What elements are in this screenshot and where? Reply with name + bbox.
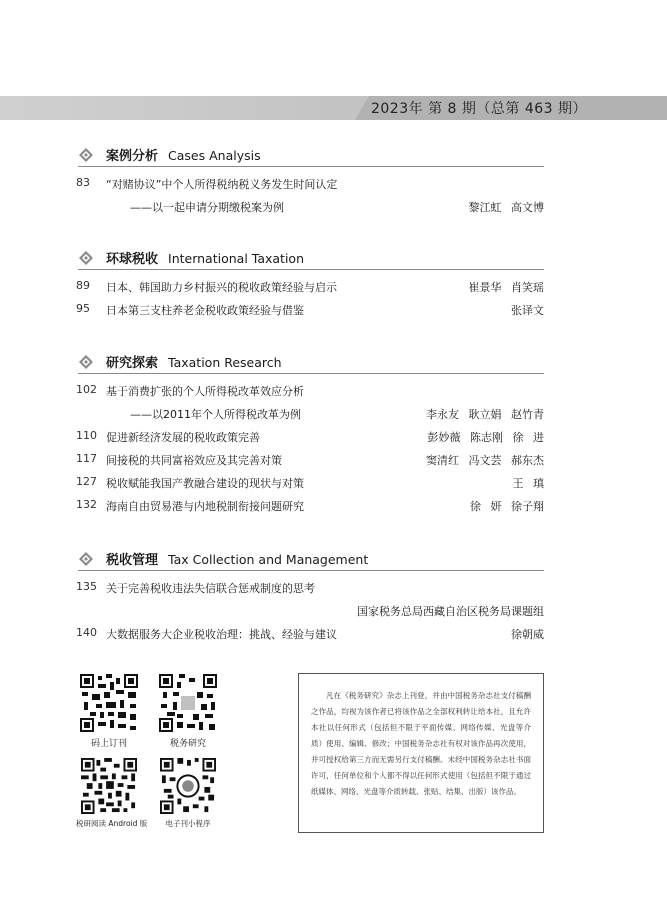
toc-entry[interactable] [78,275,544,298]
toc-entry[interactable] [78,425,544,448]
toc-entry[interactable] [78,298,544,321]
diamond-icon [78,551,94,567]
article-title: “对赌协议”中个人所得税纳税义务发生时间认定 [106,178,338,191]
diamond-icon [78,250,94,266]
page-number: 127 [76,475,97,488]
page-number: 110 [76,429,97,442]
copyright-notice: 凡在《税务研究》杂志上刊登，并由中国税务杂志社支付稿酬之作品，均视为该作者已将该作品之全部权利转让给本社，且允许本社以任何形式（包括但不限于平面传媒、网络传媒、光盘等介质）使用、编辑、修改；中国税务杂志社有权对该作品再次使用，并可授权给第三方而无需另行支付稿酬。未经中国税务杂志社书面许可，任何单位和个人都不得以任何形式使用（包括但不限于通过纸媒体、网络、光盘等介质转载、张贴、结集、出版）该作品。 [298,673,544,833]
qr-label: 税研阅读 Android 版 [76,819,148,828]
toc-entry[interactable] [78,402,544,425]
qr-mini-program[interactable] [156,758,220,829]
section-title: 案例分析 Cases Analysis [106,148,261,164]
qr-label: 码上订刊 [90,739,127,749]
page-number: 135 [76,580,97,593]
article-title: 大数据服务大企业税收治理：挑战、经验与建议 [106,628,337,641]
article-title: 关于完善税收违法失信联合惩戒制度的思考 [106,582,315,595]
toc-entry[interactable] [78,379,544,402]
article-title: 税收赋能我国产教融合建设的现状与对策 [106,477,304,490]
toc-entry[interactable] [78,471,544,494]
article-author: 李永友 耿立娟 赵竹青 [426,408,544,421]
article-title: 海南自由贸易港与内地税制衔接问题研究 [106,500,304,513]
section-title: 研究探索 Taxation Research [106,355,282,371]
article-author: 崔景华 肖笑瑶 [468,281,544,294]
qr-code-icon [160,758,216,814]
page-number: 117 [76,452,97,465]
article-title: 日本、韩国助力乡村振兴的税收政策经验与启示 [106,281,337,294]
qr-code-icon [159,674,217,732]
page-number: 102 [76,383,97,396]
article-title: 间接税的共同富裕效应及其完善对策 [106,454,282,467]
section-cases-analysis [78,144,544,218]
article-author: 徐 妍 徐子翔 [470,500,544,513]
page-number: 140 [76,626,97,639]
article-title: 促进新经济发展的税收政策完善 [106,431,260,444]
qr-code-icon [80,674,138,732]
article-author: 徐朝威 [511,628,544,641]
article-author: 窦清红 冯文芸 郝东杰 [426,454,544,467]
section-title: 税收管理 Tax Collection and Management [106,552,369,568]
qr-label: 税务研究 [169,739,206,749]
qr-code-icon [81,758,137,814]
article-author: 彭妙薇 陈志刚 徐 进 [427,431,544,444]
article-author: 王 瑱 [512,477,544,490]
toc-entry[interactable] [78,172,544,195]
diamond-icon [78,354,94,370]
page-number: 95 [76,302,90,315]
toc-entry[interactable] [78,599,544,622]
article-author: 黎江虹 高文博 [468,201,544,214]
article-title: 日本第三支柱养老金税收政策经验与借鉴 [106,304,304,317]
article-author: 国家税务总局西藏自治区税务局课题组 [357,605,544,618]
page-number: 89 [76,279,90,292]
qr-tax-research[interactable] [158,674,218,749]
article-subtitle: ——以一起申请分期缴税案为例 [130,201,284,214]
qr-label: 电子刊小程序 [165,819,211,828]
section-tax-collection [78,548,544,645]
toc-entry[interactable] [78,448,544,471]
article-subtitle: ——以2011年个人所得税改革为例 [130,408,301,421]
toc-entry[interactable] [78,494,544,517]
section-title: 环球税收 International Taxation [106,251,304,267]
section-taxation-research [78,351,544,517]
toc-entry[interactable] [78,195,544,218]
article-title: 基于消费扩张的个人所得税改革效应分析 [106,385,304,398]
article-author: 张译文 [511,304,544,317]
diamond-icon [78,147,94,163]
toc-entry[interactable] [78,622,544,645]
qr-android-reader[interactable] [76,758,148,829]
page-number: 83 [76,176,90,189]
issue-label: 2023年 第 8 期（总第 463 期） [370,101,587,117]
section-international-taxation [78,247,544,321]
toc-entry[interactable] [78,576,544,599]
qr-subscribe[interactable] [79,674,139,749]
page-number: 132 [76,498,97,511]
